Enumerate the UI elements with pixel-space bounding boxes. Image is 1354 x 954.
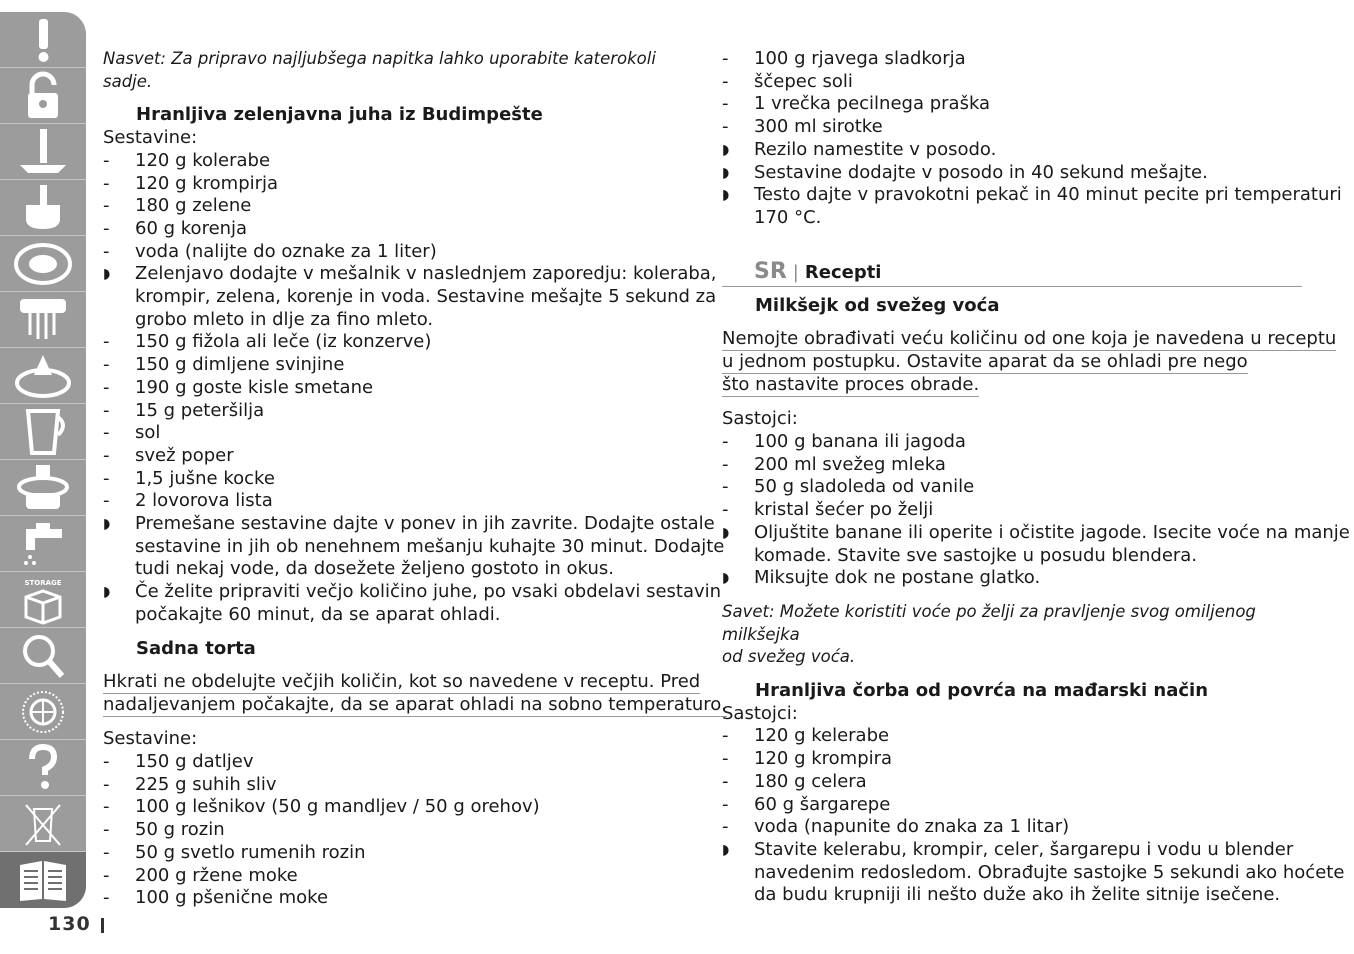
step-item: ◗ Zelenjavo dodajte v mešalnik v naslednjem zaporedju: koleraba,: [103, 263, 717, 285]
left-column: [103, 48, 727, 910]
recipes-tab[interactable]: [0, 852, 86, 908]
book-icon: [12, 855, 74, 905]
step-item-cont: grobo mleto in dlje za fino mleto.: [135, 308, 434, 330]
sidebar-tabs: [0, 12, 86, 908]
list-item: - 180 g zelene: [103, 195, 252, 217]
exclamation-icon: [12, 15, 74, 65]
recipe-title-soup-sr: Hranljiva čorba od povrća na mađarski način: [755, 680, 1209, 702]
step-item: ◗ Stavite kelerabu, krompir, celer, šargarepu i vodu u blender: [722, 838, 1294, 860]
ingredients-label: Sestavine:: [103, 127, 198, 149]
step-item-cont: tudi nekaj vode, da dosežete željeno gostoto in okus.: [135, 558, 614, 580]
step-item: ◗ Premešane sestavine dajte v ponev in jih zavrite. Dodajte ostale: [103, 513, 715, 535]
list-item: - 180 g celera: [722, 770, 867, 792]
crossed-bin-icon: [12, 799, 74, 849]
step-item: ◗ Testo dajte v pravokotni pekač in 40 minut pecite pri temperaturi: [722, 184, 1342, 206]
tip-note-cont: od svežeg voća.: [722, 647, 856, 667]
globe-icon: [12, 687, 74, 737]
list-item: - 100 g pšenične moke: [103, 887, 329, 909]
disc-icon: [12, 239, 74, 289]
question-icon: [12, 743, 74, 793]
list-item: - kristal šećer po želji: [722, 499, 934, 521]
juicer-icon: [12, 463, 74, 513]
tip-note: Nasvet: Za pripravo najljubšega napitka lahko uporabite katerokoli sadje.: [103, 49, 656, 91]
step-item: ◗ Miksujte dok ne postane glatko.: [722, 567, 1041, 589]
tap-icon: [12, 519, 74, 569]
list-item: - 120 g kelerabe: [722, 725, 890, 747]
storage-tab[interactable]: [0, 572, 86, 628]
magnifier-icon: [12, 631, 74, 681]
warning-note: Hkrati ne obdelujte večjih količin, kot so navedene v receptu. Pred nadaljevanjem počakajte, da se aparat ohladi na sobno temperaturo.: [103, 671, 727, 716]
list-item: - 190 g goste kisle smetane: [103, 376, 374, 398]
step-item-cont: sestavine in jih ob nenehnem mešanju kuhajte 30 minut. Dodajte: [135, 535, 725, 557]
kneading-accessory-icon: [12, 183, 74, 233]
step-item: ◗ Oljuštite banane ili operite i očistite jagode. Isecite voće na manje: [722, 521, 1350, 543]
page-number-divider: [101, 918, 104, 933]
warning-tab[interactable]: [0, 12, 86, 68]
ingredients-label: Sastojci:: [722, 702, 798, 724]
section-title: Recepti: [804, 261, 882, 283]
list-item: - svež poper: [103, 444, 234, 466]
section-header: [722, 259, 1302, 287]
step-item-cont: navedenim redosledom. Obrađujte sastojke 5 sekundi ako hoćete: [754, 861, 1345, 883]
list-item: - 150 g dimljene svinjine: [103, 354, 345, 376]
search-tab[interactable]: [0, 628, 86, 684]
recipe-title-milkshake: Milkšejk od svežeg voća: [755, 294, 1000, 316]
list-item: - voda (napunite do znaka za 1 litar): [722, 816, 1070, 838]
help-tab[interactable]: [0, 740, 86, 796]
disposal-tab[interactable]: [0, 796, 86, 852]
safety-tab[interactable]: [0, 68, 86, 124]
list-item: - 60 g šargarepe: [722, 793, 891, 815]
ingredients-label: Sastojci:: [722, 408, 798, 430]
step-item: ◗ Rezilo namestite v posodo.: [722, 138, 997, 160]
list-item: - sol: [103, 422, 161, 444]
padlock-icon: [12, 71, 74, 121]
step-item-cont: počakajte 60 minut, da se aparat ohladi.: [135, 603, 501, 625]
list-item: - 100 g rjavega sladkorja: [722, 48, 966, 69]
storage-box-icon: [12, 575, 74, 625]
recipe-title-soup: Hranljiva zelenjavna juha iz Budimpešte: [136, 104, 543, 126]
list-item: - 120 g krompira: [722, 748, 893, 770]
step-item: ◗ Če želite pripraviti večjo količino juhe, po vsaki obdelavi sestavin: [103, 581, 722, 603]
list-item: - 1,5 jušne kocke: [103, 467, 275, 489]
list-item: - 1 vrečka pecilnega praška: [722, 93, 991, 115]
page-number: 130: [48, 913, 91, 935]
step-item: ◗ Sestavine dodajte v posodo in 40 sekund mešajte.: [722, 161, 1208, 183]
list-item: - 100 g banana ili jagoda: [722, 431, 966, 453]
list-item: - 200 ml svežeg mleka: [722, 453, 946, 475]
step-item-cont: 170 °C.: [754, 206, 822, 228]
citrus-tab[interactable]: [0, 348, 86, 404]
citrus-press-icon: [12, 351, 74, 401]
step-item-cont: komade. Stavite sve sastojke u posudu blendera.: [754, 544, 1198, 566]
guarantee-tab[interactable]: [0, 684, 86, 740]
blender-jar-icon: [12, 407, 74, 457]
whisk-icon: [12, 295, 74, 345]
disc-tab[interactable]: [0, 236, 86, 292]
step-item-cont: da budu krupniji ili nešto duže ako ih želite sitnije isečene.: [754, 884, 1281, 906]
cleaning-tab[interactable]: [0, 516, 86, 572]
right-column: [722, 48, 1350, 907]
list-item: - 200 g ržene moke: [103, 864, 298, 886]
list-item: - voda (nalijte do oznake za 1 liter): [103, 240, 437, 262]
blade-tab[interactable]: [0, 124, 86, 180]
warning-note: Nemojte obrađivati veću količinu od one koja je navedena u receptu u jednom postupku. Ostavite aparat da se ohladi pre nego što nastavite proces obrade.: [722, 328, 1337, 396]
tip-note: Savet: Možete koristiti voće po želji za pravljenje svog omiljenog milkšejka: [722, 601, 1256, 644]
juicer-tab[interactable]: [0, 460, 86, 516]
list-item: - 120 g kolerabe: [103, 149, 271, 171]
blender-tab[interactable]: [0, 404, 86, 460]
list-item: - 225 g suhih sliv: [103, 773, 277, 795]
storage-label: STORAGE: [24, 578, 62, 587]
list-item: - 50 g rozin: [103, 819, 225, 841]
section-separator: |: [792, 261, 799, 283]
list-item: - 50 g svetlo rumenih rozin: [103, 841, 366, 863]
list-item: - ščepec soli: [722, 70, 853, 92]
list-item: - 15 g peteršilja: [103, 399, 265, 421]
list-item: - 300 ml sirotke: [722, 116, 883, 138]
list-item: - 50 g sladoleda od vanile: [722, 476, 975, 498]
recipe-title-cake: Sadna torta: [136, 637, 256, 659]
whisk-tab[interactable]: [0, 292, 86, 348]
list-item: - 150 g fižola ali leče (iz konzerve): [103, 331, 432, 353]
list-item: - 60 g korenja: [103, 217, 248, 239]
blade-icon: [12, 127, 74, 177]
language-code: SR: [754, 258, 787, 284]
kneading-tab[interactable]: [0, 180, 86, 236]
list-item: - 2 lovorova lista: [103, 490, 273, 512]
list-item: - 100 g lešnikov (50 g mandljev / 50 g orehov): [103, 796, 540, 818]
list-item: - 150 g datljev: [103, 750, 254, 772]
ingredients-label: Sestavine:: [103, 728, 198, 750]
step-item-cont: krompir, zelena, korenje in voda. Sestavine mešajte 5 sekund za: [135, 286, 717, 308]
list-item: - 120 g krompirja: [103, 172, 279, 194]
